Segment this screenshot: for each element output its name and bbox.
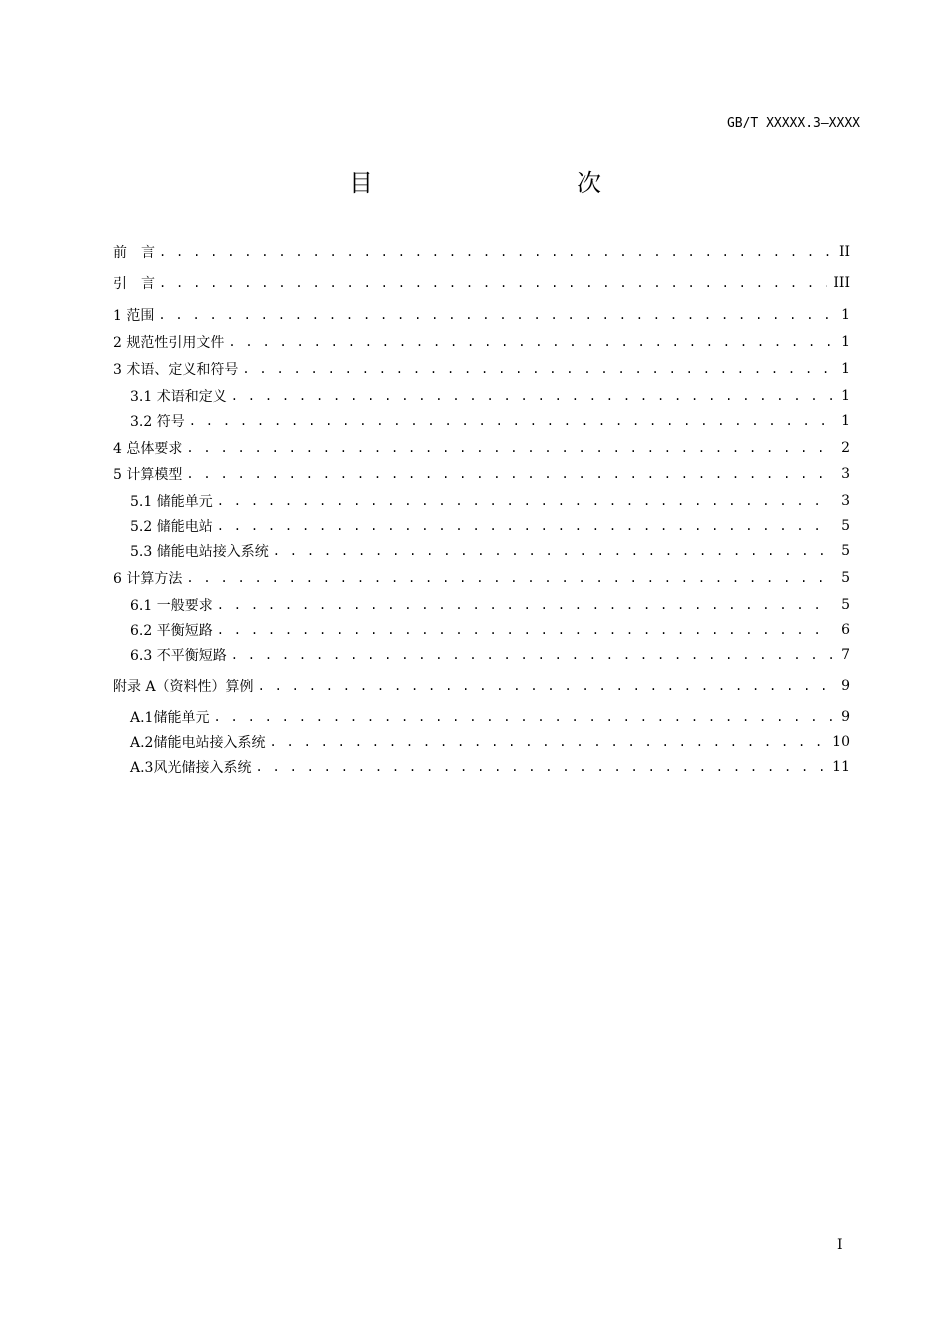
toc-entry-label: 4 总体要求 [113, 441, 183, 457]
toc-entry-label: 前 言 [113, 245, 155, 261]
toc-leader-dots [231, 385, 832, 407]
toc-entry-page: 9 [841, 709, 850, 725]
toc-entry-label: A.2储能电站接入系统 [130, 735, 266, 751]
toc-entry-page: 2 [841, 440, 850, 456]
toc-entry-6-3[interactable] [130, 644, 850, 666]
toc-title: 目 次 [349, 169, 653, 197]
toc-entry-6[interactable] [113, 567, 850, 589]
toc-entry-page: 11 [832, 759, 850, 775]
toc-entry-2[interactable] [113, 331, 850, 353]
toc-entry-page: 6 [841, 622, 850, 638]
toc-entry-3-1[interactable] [130, 385, 850, 407]
toc-leader-dots [186, 437, 832, 459]
toc-entry-4[interactable] [113, 437, 850, 459]
toc-leader-dots [159, 241, 832, 263]
toc-entry-page: 1 [841, 307, 850, 323]
toc-entry-label: 3.1 术语和定义 [130, 389, 227, 405]
page-number: I [837, 1237, 843, 1253]
toc-entry-page: II [838, 244, 850, 260]
toc-entry-3[interactable] [113, 358, 850, 380]
toc-entry-label: 3 术语、定义和符号 [113, 362, 239, 378]
toc-entry-label: 1 范围 [113, 308, 155, 324]
standard-code: GB/T XXXXX.3—XXXX [726, 116, 860, 131]
toc-leader-dots [255, 756, 826, 778]
toc-entry-page: 1 [841, 388, 850, 404]
toc-leader-dots [213, 706, 832, 728]
toc-entry-label: 6.3 不平衡短路 [130, 648, 227, 664]
toc-entry-label: 6.2 平衡短路 [130, 623, 213, 639]
toc-entry-label: 6.1 一般要求 [130, 598, 213, 614]
toc-leader-dots [217, 490, 832, 512]
toc-entry-5[interactable] [113, 463, 850, 485]
toc-entry-3-2[interactable] [130, 410, 850, 432]
toc-entry-a-3[interactable] [130, 756, 850, 778]
toc-entry-foreword[interactable] [113, 241, 850, 263]
toc-entry-page: 7 [841, 647, 850, 663]
toc-entry-1[interactable] [113, 304, 850, 326]
toc-entry-page: 5 [841, 597, 850, 613]
toc-entry-5-3[interactable] [130, 540, 850, 562]
toc-leader-dots [189, 410, 832, 432]
toc-entry-5-2[interactable] [130, 515, 850, 537]
toc-entry-label: 附录 A（资料性）算例 [113, 679, 254, 695]
toc-leader-dots [231, 644, 832, 666]
toc-entry-a-1[interactable] [130, 706, 850, 728]
toc-leader-dots [273, 540, 832, 562]
toc-entry-label: 3.2 符号 [130, 414, 185, 430]
toc-entry-page: 1 [841, 361, 850, 377]
toc-leader-dots [269, 731, 826, 753]
toc-entry-6-2[interactable] [130, 619, 850, 641]
toc-entry-label: 引 言 [113, 276, 155, 292]
toc-leader-dots [228, 331, 832, 353]
toc-entry-page: 3 [841, 493, 850, 509]
toc-leader-dots [217, 619, 832, 641]
toc-entry-page: 9 [841, 678, 850, 694]
toc-entry-page: 5 [841, 570, 850, 586]
toc-entry-label: A.1储能单元 [130, 710, 210, 726]
toc-entry-page: 5 [841, 518, 850, 534]
toc-leader-dots [258, 675, 832, 697]
toc-entry-label: 5.3 储能电站接入系统 [130, 544, 269, 560]
toc-leader-dots [159, 272, 827, 294]
toc-entry-page: 5 [841, 543, 850, 559]
toc-entry-page: 1 [841, 334, 850, 350]
toc-entry-label: 5 计算模型 [113, 467, 183, 483]
toc-entry-page: 10 [832, 734, 850, 750]
toc-leader-dots [242, 358, 832, 380]
toc-entry-label: 6 计算方法 [113, 571, 183, 587]
toc-entry-a-2[interactable] [130, 731, 850, 753]
toc-leader-dots [158, 304, 832, 326]
toc-leader-dots [217, 594, 832, 616]
toc-entry-introduction[interactable] [113, 272, 850, 294]
toc-entry-6-1[interactable] [130, 594, 850, 616]
toc-leader-dots [217, 515, 832, 537]
toc-entry-5-1[interactable] [130, 490, 850, 512]
toc-entry-label: A.3风光储接入系统 [130, 760, 252, 776]
toc-leader-dots [186, 567, 832, 589]
toc-entry-label: 2 规范性引用文件 [113, 335, 225, 351]
toc-entry-page: 3 [841, 466, 850, 482]
toc-entry-page: 1 [841, 413, 850, 429]
toc-leader-dots [186, 463, 832, 485]
toc-entry-appendix-a[interactable] [113, 675, 850, 697]
toc-entry-label: 5.1 储能单元 [130, 494, 213, 510]
toc-entry-label: 5.2 储能电站 [130, 519, 213, 535]
toc-entry-page: III [833, 275, 850, 291]
